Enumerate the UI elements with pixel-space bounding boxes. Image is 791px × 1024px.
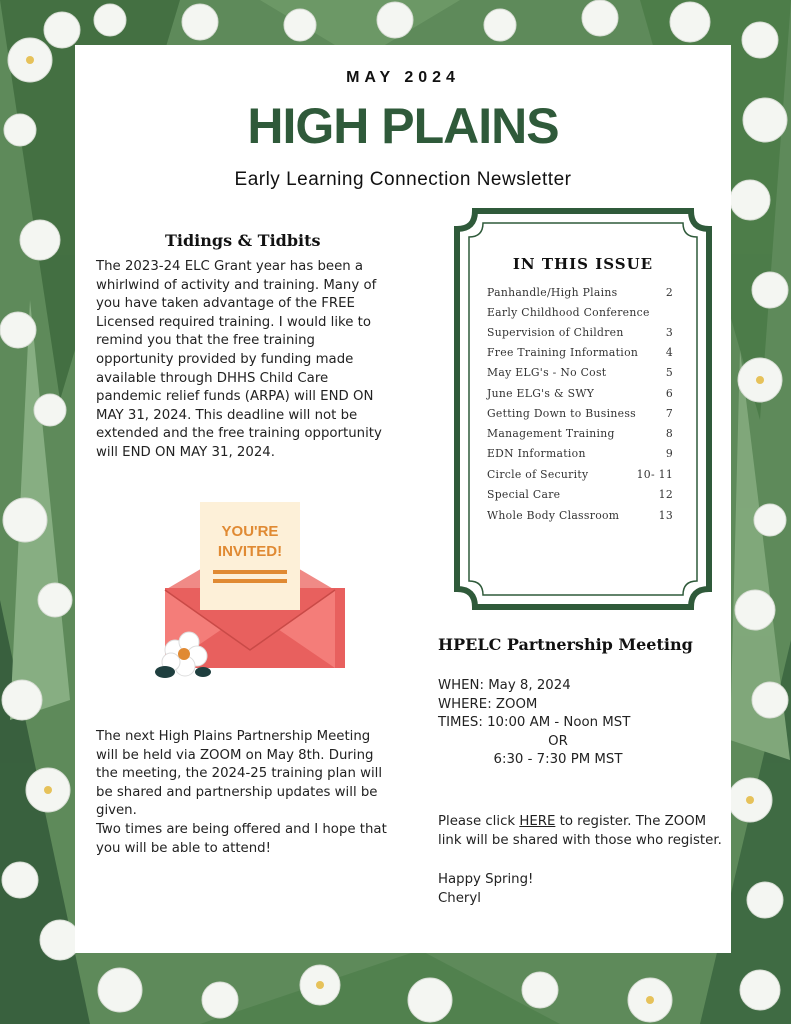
tidings-line: Licensed required training. I would like to bbox=[96, 314, 372, 330]
newsletter-page bbox=[75, 45, 731, 953]
newsletter-title: HIGH PLAINS bbox=[247, 98, 559, 154]
meeting-times: TIMES: 10:00 AM - Noon MST bbox=[438, 715, 631, 731]
invite-line-1: YOU'RE bbox=[221, 523, 279, 540]
tidings-line: The 2023-24 ELC Grant year has been a bbox=[96, 259, 364, 274]
partnership-line: will be held via ZOOM on May 8th. During bbox=[96, 747, 374, 763]
toc-item-label: June ELG's & SWY bbox=[487, 387, 595, 400]
tidings-line: extended and the free training opportunity bbox=[96, 426, 382, 442]
toc-item[interactable] bbox=[487, 407, 673, 420]
tidings-line: whirlwind of activity and training. Many of bbox=[96, 277, 377, 293]
toc-item[interactable] bbox=[487, 387, 673, 400]
toc-item[interactable] bbox=[487, 366, 673, 379]
meeting-heading: HPELC Partnership Meeting bbox=[438, 635, 693, 654]
toc-item-page: 6 bbox=[665, 387, 673, 400]
closing bbox=[438, 871, 728, 908]
partnership-line: Two times are being offered and I hope that bbox=[96, 821, 387, 837]
register-line-2: link will be shared with those who register. bbox=[438, 832, 722, 848]
tidings-line: available through DHHS Child Care bbox=[96, 370, 329, 386]
meeting-or: OR bbox=[548, 733, 568, 749]
tidings-body bbox=[96, 258, 396, 463]
toc-item-label: Free Training Information bbox=[487, 346, 639, 359]
tidings-heading: Tidings & Tidbits bbox=[165, 231, 321, 250]
toc-item[interactable] bbox=[487, 326, 673, 339]
meeting-details bbox=[438, 677, 728, 770]
register-link[interactable]: HERE bbox=[519, 814, 556, 829]
toc-item[interactable] bbox=[487, 286, 673, 299]
toc-item-label: Circle of Security bbox=[487, 468, 589, 481]
toc-item-page: 4 bbox=[665, 346, 673, 359]
tidings-line: opportunity provided by funding made bbox=[96, 351, 354, 367]
toc-item-page: 12 bbox=[658, 488, 673, 501]
tidings-line: you have taken advantage of the FREE bbox=[96, 296, 355, 312]
toc-item[interactable] bbox=[487, 447, 673, 460]
toc-item[interactable] bbox=[487, 509, 673, 522]
toc-item-label: May ELG's - No Cost bbox=[487, 366, 607, 379]
partnership-line: given. bbox=[96, 803, 137, 819]
meeting-when: WHEN: May 8, 2024 bbox=[438, 678, 571, 693]
toc-item-page: 13 bbox=[658, 509, 673, 522]
toc-item-label: EDN Information bbox=[487, 447, 586, 460]
toc-item-page: 9 bbox=[665, 447, 673, 460]
tidings-line: MAY 31, 2024. This deadline will not be bbox=[96, 407, 358, 423]
meeting-evening-time: 6:30 - 7:30 PM MST bbox=[493, 752, 623, 768]
invitation-envelope-illustration bbox=[155, 500, 355, 700]
toc-item-page: 2 bbox=[665, 286, 673, 299]
toc-item-label: Management Training bbox=[487, 427, 615, 440]
toc-item[interactable] bbox=[487, 346, 673, 359]
toc-item-page: 8 bbox=[665, 427, 673, 440]
partnership-line: The next High Plains Partnership Meeting bbox=[96, 729, 371, 744]
register-prefix: Please click bbox=[438, 814, 520, 829]
toc-item[interactable] bbox=[487, 468, 673, 481]
tidings-line: will END ON MAY 31, 2024. bbox=[96, 444, 275, 460]
meeting-where: WHERE: ZOOM bbox=[438, 696, 538, 712]
toc-item-label: Early Childhood Conference bbox=[487, 306, 650, 319]
partnership-line: be shared and partnership updates will be bbox=[96, 784, 378, 800]
toc-item-page: 10- 11 bbox=[636, 468, 673, 481]
issue-date: MAY 2024 bbox=[346, 69, 460, 86]
tidings-line: pandemic relief funds (ARPA) will END ON bbox=[96, 389, 374, 405]
toc-title: IN THIS ISSUE bbox=[512, 255, 654, 273]
toc-item[interactable] bbox=[487, 306, 673, 319]
register-suffix: to register. The ZOOM bbox=[555, 814, 707, 829]
toc-item-label: Supervision of Children bbox=[487, 326, 624, 339]
toc-item-page: 7 bbox=[665, 407, 673, 420]
partnership-line: you will be able to attend! bbox=[96, 840, 271, 856]
closing-greeting: Happy Spring! bbox=[438, 872, 534, 887]
invite-line-2: INVITED! bbox=[217, 543, 283, 560]
toc-item-page: 5 bbox=[665, 366, 673, 379]
toc-item[interactable] bbox=[487, 427, 673, 440]
register-text bbox=[438, 813, 728, 850]
toc-item-label: Panhandle/High Plains bbox=[487, 286, 618, 299]
toc-item[interactable] bbox=[487, 488, 673, 501]
tidings-line: remind you that the free training bbox=[96, 333, 315, 349]
toc-item-label: Whole Body Classroom bbox=[487, 509, 620, 522]
newsletter-subtitle: Early Learning Connection Newsletter bbox=[234, 169, 572, 190]
toc-item-page: 3 bbox=[665, 326, 673, 339]
signature: Cheryl bbox=[438, 890, 481, 906]
toc-item-label: Getting Down to Business bbox=[487, 407, 637, 420]
partnership-body bbox=[96, 728, 396, 858]
toc-item-label: Special Care bbox=[487, 488, 561, 501]
partnership-line: the meeting, the 2024-25 training plan will bbox=[96, 766, 383, 782]
